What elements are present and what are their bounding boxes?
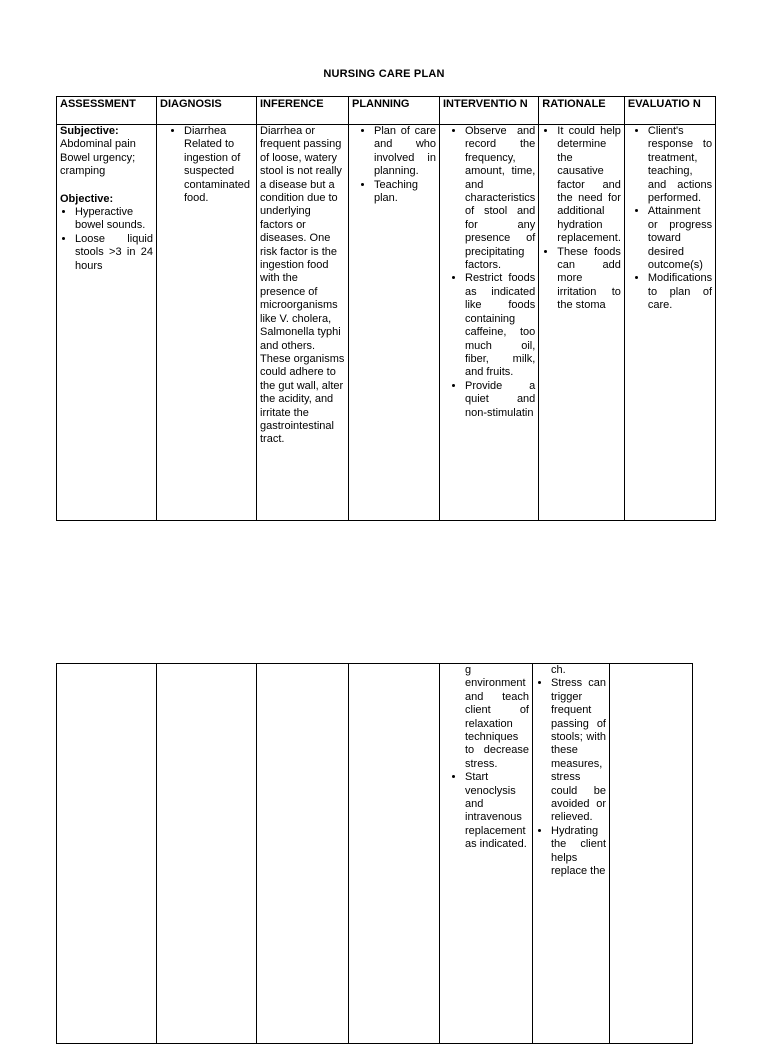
- header-evaluation: EVALUATIO N: [624, 97, 715, 125]
- assessment-cell: [57, 664, 157, 1044]
- rationale-list: [542, 125, 621, 313]
- objective-label: Objective:: [60, 192, 114, 205]
- header-inference: INFERENCE: [257, 97, 349, 125]
- inference-cell: [257, 664, 349, 1044]
- list-item: • Modifications to plan of care.: [648, 272, 712, 312]
- header-diagnosis: DIAGNOSIS: [157, 97, 257, 125]
- subjective-text: Abdominal pain Bowel urgency; cramping: [60, 138, 136, 178]
- rationale-continued: ch.: [551, 664, 566, 676]
- subjective-label: Subjective:: [60, 125, 119, 137]
- header-intervention: INTERVENTIO N: [440, 97, 539, 125]
- intervention-cell: [440, 664, 533, 1044]
- evaluation-list: [628, 125, 712, 313]
- header-planning: PLANNING: [349, 97, 440, 125]
- list-item: • It could help determine the causative factor and the need for additional hydration replacement.: [557, 125, 621, 246]
- list-item: • Teaching plan.: [374, 179, 436, 206]
- table-row: [57, 125, 716, 521]
- intervention-cell: [440, 125, 539, 521]
- list-item: • Hydrating the client helps replace the: [551, 825, 606, 879]
- diagnosis-list: [160, 125, 253, 205]
- list-item: • Observe and record the frequency, amount, time, and characteristics of stool and for any presence of precipitating factors.: [465, 125, 535, 272]
- header-rationale: RATIONALE: [539, 97, 625, 125]
- header-row: [57, 97, 716, 125]
- objective-list: [60, 206, 153, 273]
- list-item: • Diarrhea Related to ingestion of suspected contaminated food.: [184, 125, 253, 205]
- list-item: • Plan of care and who involved in planning.: [374, 125, 436, 179]
- list-item: • Loose liquid stools >3 in 24 hours: [75, 233, 153, 273]
- inference-cell: Diarrhea or frequent passing of loose, watery stool is not really a disease but a condition due to underlying factors or diseases. One risk factor is the ingestion food with the presence of microorganisms like V. cholera, Salmonella typhi and others. These organisms could adhere to the gut wall, alter the acidity, and irritate the gastrointestinal tract.: [257, 125, 349, 521]
- list-item: • Attainment or progress toward desired outcome(s): [648, 205, 712, 272]
- rationale-cell: [533, 664, 610, 1044]
- care-plan-table-page-2: [56, 663, 693, 1044]
- evaluation-cell: [624, 125, 715, 521]
- intervention-list: [443, 125, 535, 420]
- list-item: • Hyperactive bowel sounds.: [75, 206, 153, 233]
- planning-cell: [349, 664, 440, 1044]
- planning-cell: [349, 125, 440, 521]
- intervention-continued: g environment and teach client of relaxation techniques to decrease stress.: [465, 664, 529, 770]
- care-plan-table-page-1: [56, 96, 716, 521]
- list-item: • Provide a quiet and non-stimulatin: [465, 380, 535, 420]
- intervention-list: [443, 771, 529, 851]
- header-assessment: ASSESSMENT: [57, 97, 157, 125]
- evaluation-cell: [610, 664, 693, 1044]
- planning-list: [352, 125, 436, 205]
- list-item: • Stress can trigger frequent passing of stools; with these measures, stress could be avoided or relieved.: [551, 677, 606, 824]
- list-item: • Client's response to treatment, teaching, and actions performed.: [648, 125, 712, 205]
- list-item: • Start venoclysis and intravenous replacement as indicated.: [465, 771, 529, 851]
- table-row: [57, 664, 693, 1044]
- diagnosis-cell: [157, 125, 257, 521]
- rationale-list: [536, 677, 606, 878]
- list-item: • These foods can add more irritation to the stoma: [557, 246, 621, 313]
- assessment-cell: [57, 125, 157, 521]
- page-title: NURSING CARE PLAN: [323, 68, 445, 80]
- diagnosis-cell: [157, 664, 257, 1044]
- rationale-cell: [539, 125, 625, 521]
- list-item: • Restrict foods as indicated like foods containing caffeine, too much oil, fiber, milk, and fruits.: [465, 272, 535, 379]
